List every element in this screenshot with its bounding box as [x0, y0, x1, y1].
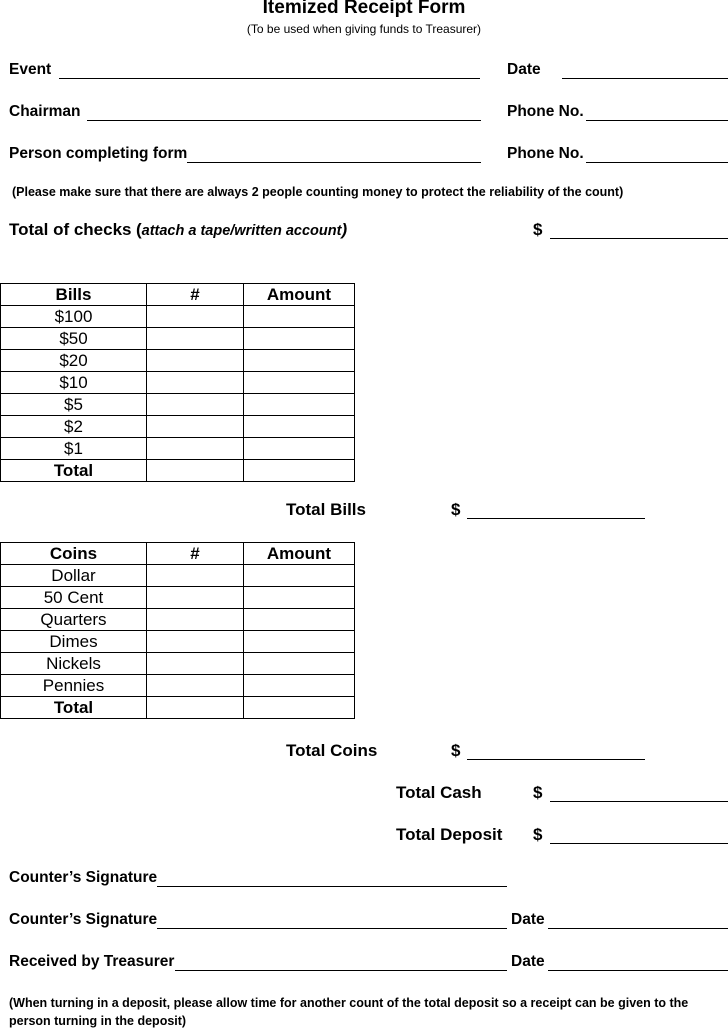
counter-date-label: Date	[511, 911, 545, 928]
counter-date-field[interactable]	[548, 928, 728, 929]
table-row	[1, 394, 355, 416]
bill-denomination: $5	[1, 394, 147, 416]
person-completing-field[interactable]	[187, 162, 481, 163]
bill-amount-cell[interactable]	[244, 328, 355, 350]
table-row	[1, 587, 355, 609]
coins-total-row	[1, 697, 355, 719]
phone-field-2[interactable]	[586, 162, 728, 163]
total-deposit-label: Total Deposit	[396, 825, 503, 844]
total-coins-label: Total Coins	[286, 741, 378, 760]
checks-detail: attach a tape/written account	[141, 223, 342, 239]
total-deposit-field[interactable]	[550, 843, 728, 844]
bill-amount-cell[interactable]	[244, 372, 355, 394]
coins-total-count-cell[interactable]	[147, 697, 244, 719]
total-checks-row	[9, 220, 347, 240]
bills-table	[0, 283, 355, 482]
bill-count-cell[interactable]	[147, 438, 244, 460]
phone-label-1: Phone No.	[507, 103, 584, 120]
total-deposit-currency: $	[533, 825, 543, 844]
counter-signature-label-2: Counter’s Signature	[9, 911, 158, 928]
table-row	[1, 438, 355, 460]
coin-count-cell[interactable]	[147, 609, 244, 631]
bills-total-label: Total	[1, 460, 147, 482]
bill-amount-cell[interactable]	[244, 394, 355, 416]
checks-currency: $	[533, 220, 543, 239]
amount-header: Amount	[244, 543, 355, 565]
deposit-footer-note: (When turning in a deposit, please allow time for another count of the total deposit so a receipt can be given to the person turning in the deposit)	[9, 996, 689, 1028]
coin-type: Dimes	[1, 631, 147, 653]
bill-denomination: $50	[1, 328, 147, 350]
table-row	[1, 565, 355, 587]
bill-amount-cell[interactable]	[244, 416, 355, 438]
total-coins-field[interactable]	[467, 759, 645, 760]
bill-amount-cell[interactable]	[244, 306, 355, 328]
bill-count-cell[interactable]	[147, 394, 244, 416]
coins-header-row	[1, 543, 355, 565]
bill-amount-cell[interactable]	[244, 350, 355, 372]
bill-count-cell[interactable]	[147, 350, 244, 372]
bill-denomination: $10	[1, 372, 147, 394]
bills-total-count-cell[interactable]	[147, 460, 244, 482]
bills-header: Bills	[1, 284, 147, 306]
coin-amount-cell[interactable]	[244, 675, 355, 697]
table-row	[1, 609, 355, 631]
bill-denomination: $100	[1, 306, 147, 328]
phone-field-1[interactable]	[586, 120, 728, 121]
chairman-label: Chairman	[9, 103, 81, 120]
treasurer-signature-field[interactable]	[175, 970, 507, 971]
coin-type: Quarters	[1, 609, 147, 631]
table-row	[1, 328, 355, 350]
coin-type: Dollar	[1, 565, 147, 587]
coin-type: Nickels	[1, 653, 147, 675]
coins-total-label: Total	[1, 697, 147, 719]
counter-signature-field-2[interactable]	[157, 928, 507, 929]
table-row	[1, 306, 355, 328]
amount-header: Amount	[244, 284, 355, 306]
counter-signature-label-1: Counter’s Signature	[9, 869, 158, 886]
coin-amount-cell[interactable]	[244, 609, 355, 631]
total-bills-currency: $	[451, 500, 461, 519]
count-header: #	[147, 543, 244, 565]
event-label: Event	[9, 61, 52, 78]
coins-table	[0, 542, 355, 719]
coin-count-cell[interactable]	[147, 675, 244, 697]
total-checks-field[interactable]	[550, 238, 728, 239]
total-cash-label: Total Cash	[396, 783, 482, 802]
checks-paren-open: (	[135, 220, 142, 239]
coins-header: Coins	[1, 543, 147, 565]
bill-amount-cell[interactable]	[244, 438, 355, 460]
treasurer-date-field[interactable]	[548, 970, 728, 971]
table-row	[1, 350, 355, 372]
treasurer-date-label: Date	[511, 953, 545, 970]
counter-signature-field-1[interactable]	[157, 886, 507, 887]
coin-type: Pennies	[1, 675, 147, 697]
bills-header-row	[1, 284, 355, 306]
bills-total-row	[1, 460, 355, 482]
coin-amount-cell[interactable]	[244, 587, 355, 609]
person-completing-label: Person completing form	[9, 145, 188, 162]
coin-amount-cell[interactable]	[244, 653, 355, 675]
table-row	[1, 416, 355, 438]
bill-count-cell[interactable]	[147, 328, 244, 350]
counting-notice: (Please make sure that there are always 2 people counting money to protect the reliability of the count)	[12, 185, 624, 199]
coins-total-amount-cell[interactable]	[244, 697, 355, 719]
table-row	[1, 653, 355, 675]
phone-label-2: Phone No.	[507, 145, 584, 162]
coin-count-cell[interactable]	[147, 565, 244, 587]
chairman-field[interactable]	[87, 120, 481, 121]
count-header: #	[147, 284, 244, 306]
treasurer-label: Received by Treasurer	[9, 953, 175, 970]
total-bills-label: Total Bills	[286, 500, 366, 519]
total-checks-label: Total of checks	[9, 220, 132, 239]
table-row	[1, 675, 355, 697]
coin-type: 50 Cent	[1, 587, 147, 609]
bill-count-cell[interactable]	[147, 306, 244, 328]
bills-total-amount-cell[interactable]	[244, 460, 355, 482]
table-row	[1, 631, 355, 653]
bill-denomination: $1	[1, 438, 147, 460]
bill-count-cell[interactable]	[147, 416, 244, 438]
event-field[interactable]	[59, 78, 480, 79]
coin-amount-cell[interactable]	[244, 565, 355, 587]
total-cash-currency: $	[533, 783, 543, 802]
coin-count-cell[interactable]	[147, 631, 244, 653]
bill-denomination: $2	[1, 416, 147, 438]
bill-count-cell[interactable]	[147, 372, 244, 394]
total-coins-currency: $	[451, 741, 461, 760]
total-bills-field[interactable]	[467, 518, 645, 519]
coin-amount-cell[interactable]	[244, 631, 355, 653]
form-title: Itemized Receipt Form	[262, 0, 466, 18]
date-label: Date	[507, 61, 541, 78]
table-row	[1, 372, 355, 394]
checks-paren-close: )	[341, 220, 348, 239]
date-field[interactable]	[562, 78, 728, 79]
form-subtitle: (To be used when giving funds to Treasurer)	[246, 22, 482, 36]
coin-count-cell[interactable]	[147, 653, 244, 675]
total-cash-field[interactable]	[550, 801, 728, 802]
bill-denomination: $20	[1, 350, 147, 372]
coin-count-cell[interactable]	[147, 587, 244, 609]
